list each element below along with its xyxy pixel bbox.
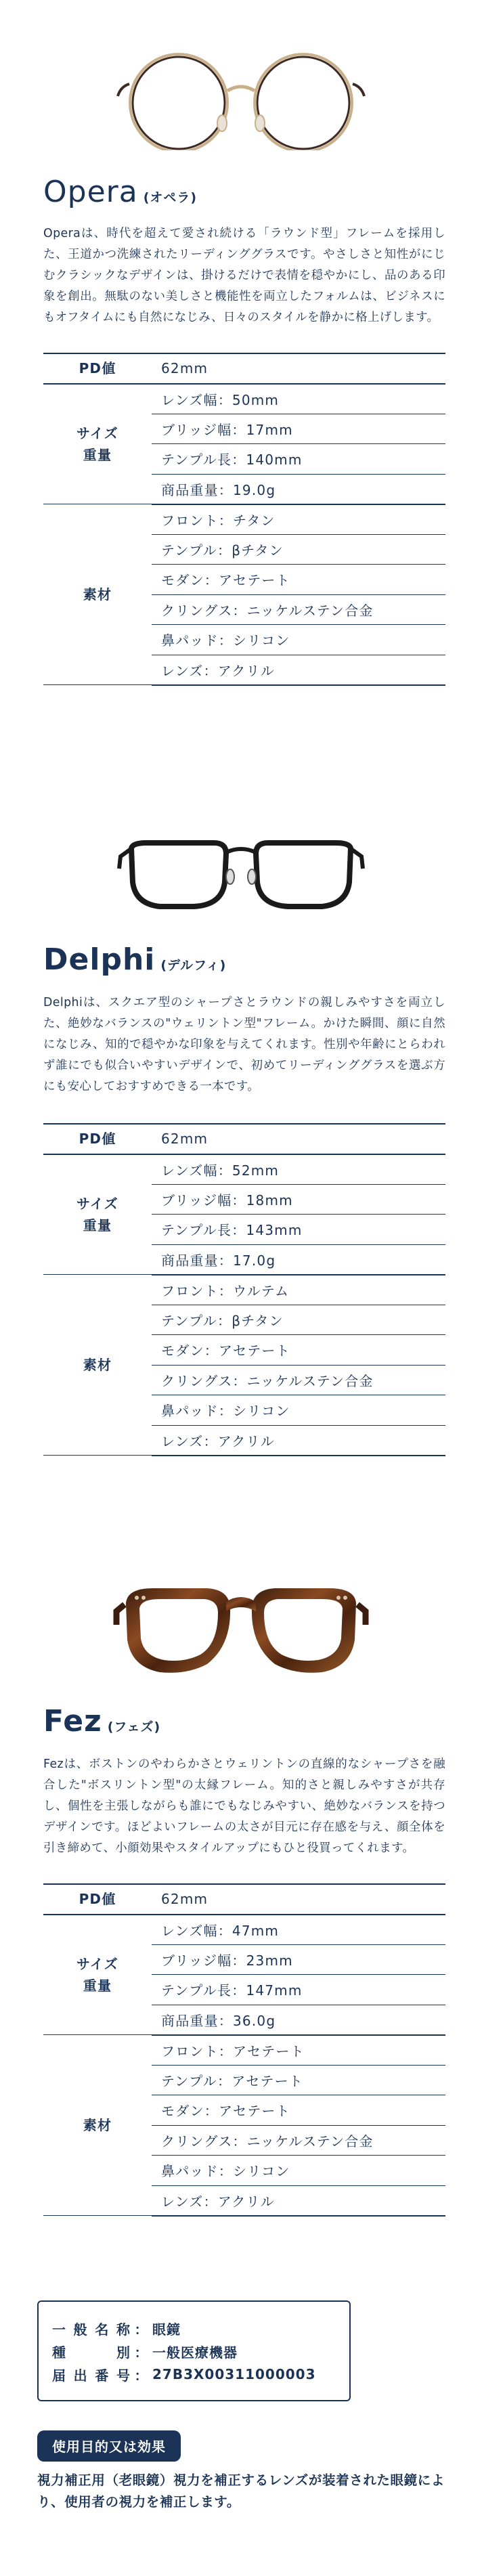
medical-device-info-box: [37, 2300, 351, 2401]
spec-value: ブリッジ幅：23mm: [152, 1944, 445, 1975]
info-key: 種 別: [52, 2344, 131, 2361]
product-description: Delphiは、スクエア型のシャープさとラウンドの親しみやすさを両立した、絶妙なバランスの"ウェリントン型"フレーム。かけた瞬間、顔に自然になじみ、知的で穏やかな印象を与えてくれます。性別や年齢にとらわれず誰にでも似合いやすいデザインで、初めてリーディンググラスを選ぶ方にも安心しておすすめできる一本です。: [43, 996, 445, 1093]
spec-value: フロント：チタン: [152, 504, 445, 535]
spec-value: 鼻パッド：シリコン: [152, 1395, 445, 1426]
info-key: 一 般 名 称: [52, 2321, 131, 2338]
spec-value: クリングス：ニッケルステン合金: [152, 1365, 445, 1395]
spec-value: モダン：アセテート: [152, 2095, 445, 2126]
spec-value: テンプル長：140mm: [152, 444, 445, 475]
product-title: [43, 1704, 160, 1739]
spec-value: ブリッジ幅：18mm: [152, 1184, 445, 1215]
material-label: 素材: [43, 504, 152, 685]
tortoiseshell-boston-glasses-icon: [106, 1577, 376, 1679]
spec-value: レンズ幅：47mm: [152, 1915, 445, 1945]
spec-value: 鼻パッド：シリコン: [152, 625, 445, 655]
product-kana: (フェズ): [107, 1720, 161, 1734]
product-description: Fezは、ボストンのやわらかさとウェリントンの直線的なシャープさを融合した"ボスリントン型"の太縁フレーム。知的さと親しみやすさが共存し、個性を主張しながらも誰にでもなじみやすい、絶妙なバランスを持つデザインです。ほどよいフレームの太さが目元に存在感を与え、顔全体を引き締めて、小顔効果やスタイルアップにもひと役買ってくれます。: [43, 1758, 445, 1855]
spec-value: クリングス：ニッケルステン合金: [152, 594, 445, 625]
black-wellington-glasses-icon: [106, 829, 376, 917]
spec-value: 商品重量：36.0g: [152, 2005, 445, 2035]
product-description: Operaは、時代を超えて愛され続ける「ラウンド型」フレームを採用した、王道かつ洗練されたリーディンググラスです。やさしさと知性がにじむクラシックなデザインは、掛けるだけで表情を穏やかにし、品のある印象を創出。無駄のない美しさと機能性を両立したフォルムは、ビジネスにもオフタイムにも自然になじみ、日々のスタイルを静かに格上げします。: [43, 227, 445, 324]
spec-value: モダン：アセテート: [152, 565, 445, 595]
info-separator: ：: [134, 2321, 149, 2338]
spec-table: [43, 353, 445, 686]
pd-value: 62mm: [152, 1124, 445, 1154]
material-label: 素材: [43, 2035, 152, 2216]
info-value: 27B3X00311000003: [152, 2366, 316, 2382]
spec-table: [43, 1883, 445, 2217]
info-row-registration-number: [52, 2363, 349, 2386]
product-kana: (デルフィ): [160, 958, 227, 973]
product-kana: (オペラ): [143, 190, 198, 205]
size-label: サイズ 重量: [43, 1154, 152, 1275]
size-label: サイズ 重量: [43, 384, 152, 504]
info-row-category: [52, 2340, 349, 2363]
product-title: [43, 942, 226, 977]
spec-value: フロント：アセテート: [152, 2035, 445, 2066]
product-title: [43, 175, 197, 209]
spec-value: レンズ：アクリル: [152, 2185, 445, 2216]
spec-value: レンズ：アクリル: [152, 655, 445, 685]
spec-value: テンプル：βチタン: [152, 534, 445, 565]
spec-value: テンプル：アセテート: [152, 2065, 445, 2095]
spec-value: レンズ幅：52mm: [152, 1154, 445, 1185]
info-value: 眼鏡: [152, 2321, 181, 2338]
spec-value: ブリッジ幅：17mm: [152, 414, 445, 444]
spec-value: 商品重量：17.0g: [152, 1244, 445, 1275]
spec-value: フロント：ウルテム: [152, 1275, 445, 1305]
spec-value: モダン：アセテート: [152, 1335, 445, 1366]
round-gold-glasses-icon: [106, 49, 376, 150]
spec-value: 鼻パッド：シリコン: [152, 2156, 445, 2186]
pd-label: PD値: [43, 1124, 152, 1154]
pd-label: PD値: [43, 353, 152, 384]
spec-table: [43, 1123, 445, 1456]
purpose-badge: 使用目的又は効果: [37, 2430, 181, 2462]
spec-value: レンズ：アクリル: [152, 1425, 445, 1456]
product-name: Delphi: [43, 942, 156, 977]
pd-value: 62mm: [152, 1884, 445, 1915]
pd-value: 62mm: [152, 353, 445, 384]
spec-value: 商品重量：19.0g: [152, 474, 445, 504]
spec-value: テンプル：βチタン: [152, 1305, 445, 1335]
spec-value: レンズ幅：50mm: [152, 384, 445, 414]
pd-label: PD値: [43, 1884, 152, 1915]
product-name: Opera: [43, 175, 138, 209]
purpose-text: 視力補正用（老眼鏡）視力を補正するレンズが装着された眼鏡により、使用者の視力を補正します。: [37, 2472, 445, 2510]
size-label: サイズ 重量: [43, 1915, 152, 2035]
material-label: 素材: [43, 1275, 152, 1456]
info-separator: ：: [134, 2367, 149, 2384]
info-key: 届 出 番 号: [52, 2367, 131, 2384]
spec-value: クリングス：ニッケルステン合金: [152, 2125, 445, 2156]
spec-value: テンプル長：147mm: [152, 1975, 445, 2005]
info-separator: ：: [134, 2344, 149, 2361]
spec-value: テンプル長：143mm: [152, 1215, 445, 1245]
info-row-general-name: [52, 2317, 349, 2340]
product-name: Fez: [43, 1704, 102, 1739]
info-value: 一般医療機器: [152, 2344, 238, 2361]
